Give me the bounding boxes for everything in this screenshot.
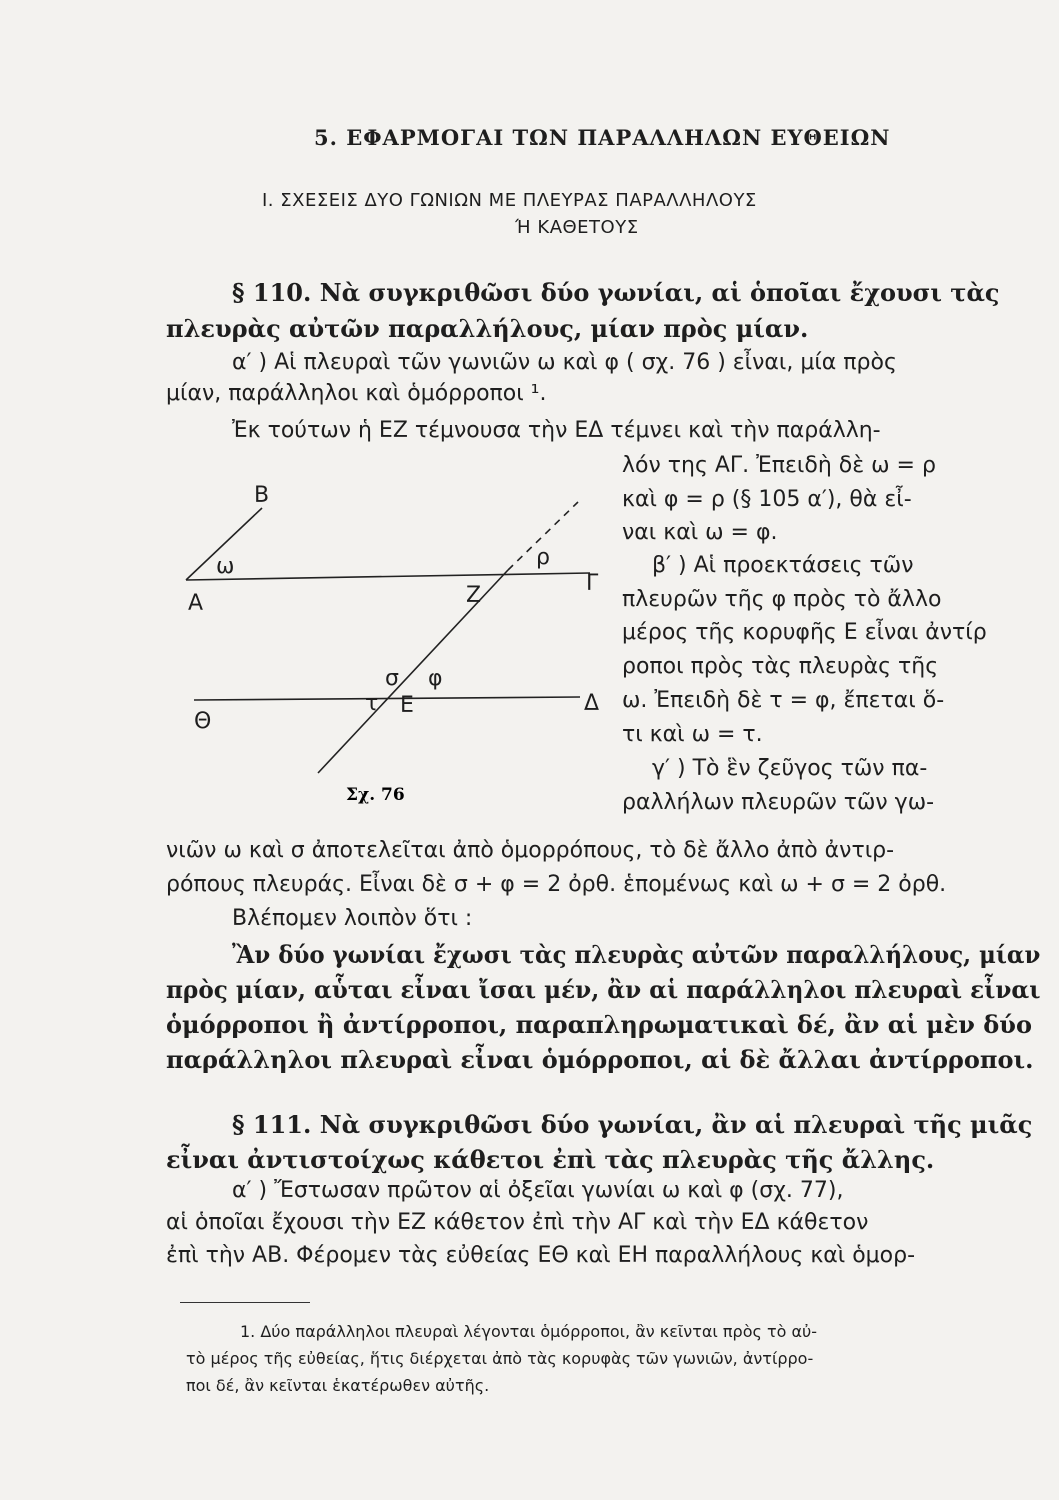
s111-title-line1: § 111. Νὰ συγκριθῶσι δύο γωνίαι, ἂν αἱ πλευραὶ τῆς μιᾶς <box>232 1110 1033 1139</box>
s110-p1-line2: μίαν, παράλληλοι καὶ ὁμόρροποι ¹. <box>166 381 547 406</box>
s111-p1-line2: αἱ ὁποῖαι ἔχουσι τὴν ΕΖ κάθετον ἐπὶ τὴν ΑΓ καὶ τὴν ΕΔ κάθετον <box>166 1210 869 1235</box>
line-ag <box>186 573 590 580</box>
subsection-heading-line2: Ή ΚΑΘΕΤΟΥΣ <box>515 217 639 238</box>
label-theta: Θ <box>194 709 212 734</box>
footnote-line1: 1. Δύο παράλληλοι πλευραὶ λέγονται ὁμόρροποι, ἂν κεῖνται πρὸς τὸ αὐ- <box>240 1322 818 1341</box>
theorem-line3: ὁμόρροποι ἢ ἀντίρροποι, παραπληρωματικαὶ δέ, ἂν αἱ μὲν δύο <box>166 1010 1032 1039</box>
theorem-line2: πρὸς μίαν, αὗται εἶναι ἴσαι μέν, ἂν αἱ παράλληλοι πλευραὶ εἶναι <box>166 975 1041 1004</box>
side-line-7: ροποι πρὸς τὰς πλευρὰς τῆς <box>622 654 939 679</box>
label-e: Ε <box>400 693 414 718</box>
label-z: Ζ <box>466 583 482 608</box>
theorem-line1: Ἂν δύο γωνίαι ἔχωσι τὰς πλευρὰς αὐτῶν παραλλήλους, μίαν <box>232 940 1041 969</box>
label-a: Α <box>188 591 204 616</box>
s110-full-line1: νιῶν ω καὶ σ ἀποτελεῖται ἀπὸ ὁμορρόπους, τὸ δὲ ἄλλο ἀπὸ ἀντιρ- <box>166 838 895 863</box>
side-line-2: καὶ φ = ρ (§ 105 α′), θὰ εἶ- <box>622 487 912 512</box>
conclusion-intro: Βλέπομεν λοιπὸν ὅτι : <box>232 906 473 931</box>
theorem-line4: παράλληλοι πλευραὶ εἶναι ὁμόρροποι, αἱ δὲ ἄλλαι ἀντίρροποι. <box>166 1045 1034 1074</box>
label-omega: ω <box>216 554 235 579</box>
label-g: Γ <box>586 571 599 596</box>
section-heading: 5. ΕΦΑΡΜΟΓΑΙ ΤΩΝ ΠΑΡΑΛΛΗΛΩΝ ΕΥΘΕΙΩΝ <box>314 125 891 150</box>
label-tau: τ <box>365 691 379 716</box>
footnote-line3: ποι δέ, ἂν κεῖνται ἑκατέρωθεν αὐτῆς. <box>186 1376 490 1395</box>
s111-p1-line3: ἐπὶ τὴν ΑΒ. Φέρομεν τὰς εὐθείας ΕΘ καὶ ΕΗ παραλλήλους καὶ ὁμορ- <box>166 1243 916 1268</box>
side-line-6: μέρος τῆς κορυφῆς Ε εἶναι ἀντίρ <box>622 620 987 645</box>
label-phi: φ <box>428 666 443 691</box>
label-sigma: σ <box>385 666 399 691</box>
s110-title-line2: πλευρὰς αὐτῶν παραλλήλους, μίαν πρὸς μίαν. <box>166 314 809 343</box>
s110-p2-line1: Ἐκ τούτων ἡ ΕΖ τέμνουσα τὴν ΕΔ τέμνει καὶ τὴν παράλλη- <box>232 418 881 443</box>
s110-p1-line1: α′ ) Αἱ πλευραὶ τῶν γωνιῶν ω καὶ φ ( σχ. 76 ) εἶναι, μία πρὸς <box>232 350 897 375</box>
footnote-rule <box>180 1302 310 1303</box>
side-line-1: λόν της ΑΓ. Ἐπειδὴ δὲ ω = ρ <box>622 453 936 478</box>
s111-p1-line1: α′ ) Ἔστωσαν πρῶτον αἱ ὀξεῖαι γωνίαι ω καὶ φ (σχ. 77), <box>232 1178 844 1203</box>
label-b: Β <box>254 483 270 508</box>
label-rho: ρ <box>536 545 550 570</box>
side-line-8: ω. Ἐπειδὴ δὲ τ = φ, ἔπεται ὅ- <box>622 688 945 713</box>
side-line-11: ραλλήλων πλευρῶν τῶν γω- <box>622 790 935 815</box>
figure-76 <box>170 470 620 830</box>
side-line-9: τι καὶ ω = τ. <box>622 722 763 747</box>
figure-caption: Σχ. 76 <box>346 785 405 805</box>
side-line-10: γ′ ) Τὸ ἓν ζεῦγος τῶν πα- <box>652 756 928 781</box>
s110-full-line2: ρόπους πλευράς. Εἶναι δὲ σ + φ = 2 ὀρθ. ἑπομένως καὶ ω + σ = 2 ὀρθ. <box>166 872 947 897</box>
footnote-line2: τὸ μέρος τῆς εὐθείας, ἥτις διέρχεται ἀπὸ τὰς κορυφὰς τῶν γωνιῶν, ἀντίρρο- <box>186 1349 814 1368</box>
label-delta: Δ <box>584 691 600 716</box>
s110-title-line1: § 110. Νὰ συγκριθῶσι δύο γωνίαι, αἱ ὁποῖαι ἔχουσι τὰς <box>232 278 1000 307</box>
side-line-4: β′ ) Αἱ προεκτάσεις τῶν <box>652 553 914 578</box>
subsection-heading-line1: Ι. ΣΧΕΣΕΙΣ ΔΥΟ ΓΩΝΙΩΝ ΜΕ ΠΛΕΥΡΑΣ ΠΑΡΑΛΛΗΛΟΥΣ <box>262 190 757 211</box>
side-line-3: ναι καὶ ω = φ. <box>622 520 778 545</box>
s111-title-line2: εἶναι ἀντιστοίχως κάθετοι ἐπὶ τὰς πλευρὰς τῆς ἄλλης. <box>166 1145 935 1174</box>
side-line-5: πλευρῶν τῆς φ πρὸς τὸ ἄλλο <box>622 587 942 612</box>
